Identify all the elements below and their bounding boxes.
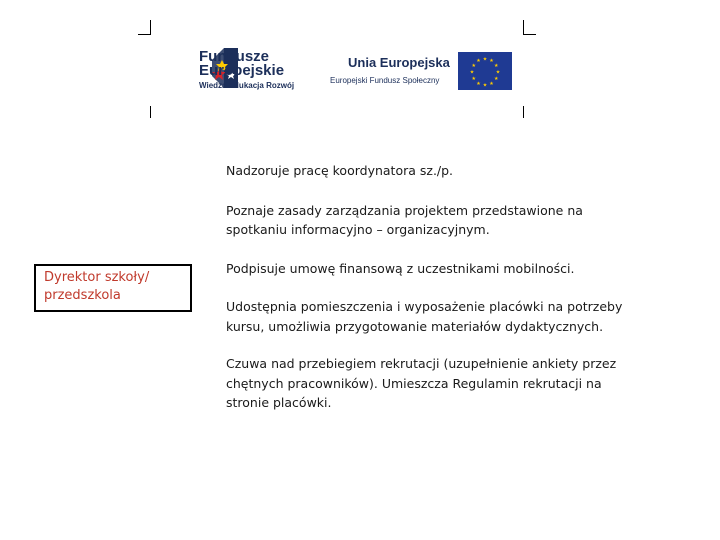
duty-item: Podpisuje umowę finansową z uczestnikami mobilności. [226,260,575,276]
crop-mark-bottom-left [150,106,151,118]
svg-text:★: ★ [494,76,499,82]
unia-europejska-wordmark [330,55,450,85]
fundusze-europejskie-wordmark [199,50,294,90]
duties-list [226,161,636,413]
duty-item: Poznaje zasady zarządzania projektem przedstawione na spotkaniu informacyjno – organizacyjnym. [226,202,583,237]
svg-text:★: ★ [482,56,488,63]
svg-text:★: ★ [469,69,475,76]
crop-mark-top-left-v [150,20,151,34]
duty-item: Nadzoruje pracę koordynatora sz./p. [226,163,454,178]
svg-text:★: ★ [494,63,499,69]
duty-item: Udostępnia pomieszczenia i wyposażenie placówki na potrzeby kursu, umożliwia przygotowanie materiałów dydaktycznych. [226,299,623,334]
duty-item: Czuwa nad przebiegiem rekrutacji (uzupełnienie ankiety przez chętnych pracowników). Umieszcza Regulamin rekrutacji na stronie placówki. [226,356,617,410]
svg-text:★: ★ [482,82,488,89]
svg-text:★: ★ [471,76,476,82]
ue-subtitle: Europejski Fundusz Społeczny [330,76,440,85]
svg-text:★: ★ [476,80,481,87]
crop-mark-top-left-h [138,34,151,35]
svg-text:★: ★ [489,80,494,87]
svg-text:★: ★ [476,58,481,65]
role-label-box: Dyrektor szkoły/ przedszkola [34,264,192,312]
crop-mark-bottom-right [523,106,524,118]
ue-title: Unia Europejska [348,55,450,70]
svg-text:★: ★ [495,69,501,76]
eu-flag-icon [458,52,512,90]
fe-subtitle: Wiedza Edukacja Rozwój [199,81,295,90]
crop-mark-top-right-v [523,20,524,34]
crop-mark-top-right-h [523,34,536,35]
fe-title-line1: Fundusze [199,48,269,65]
svg-text:★: ★ [489,58,494,65]
fe-title-line2: Europejskie [199,62,285,79]
svg-text:★: ★ [471,63,476,69]
